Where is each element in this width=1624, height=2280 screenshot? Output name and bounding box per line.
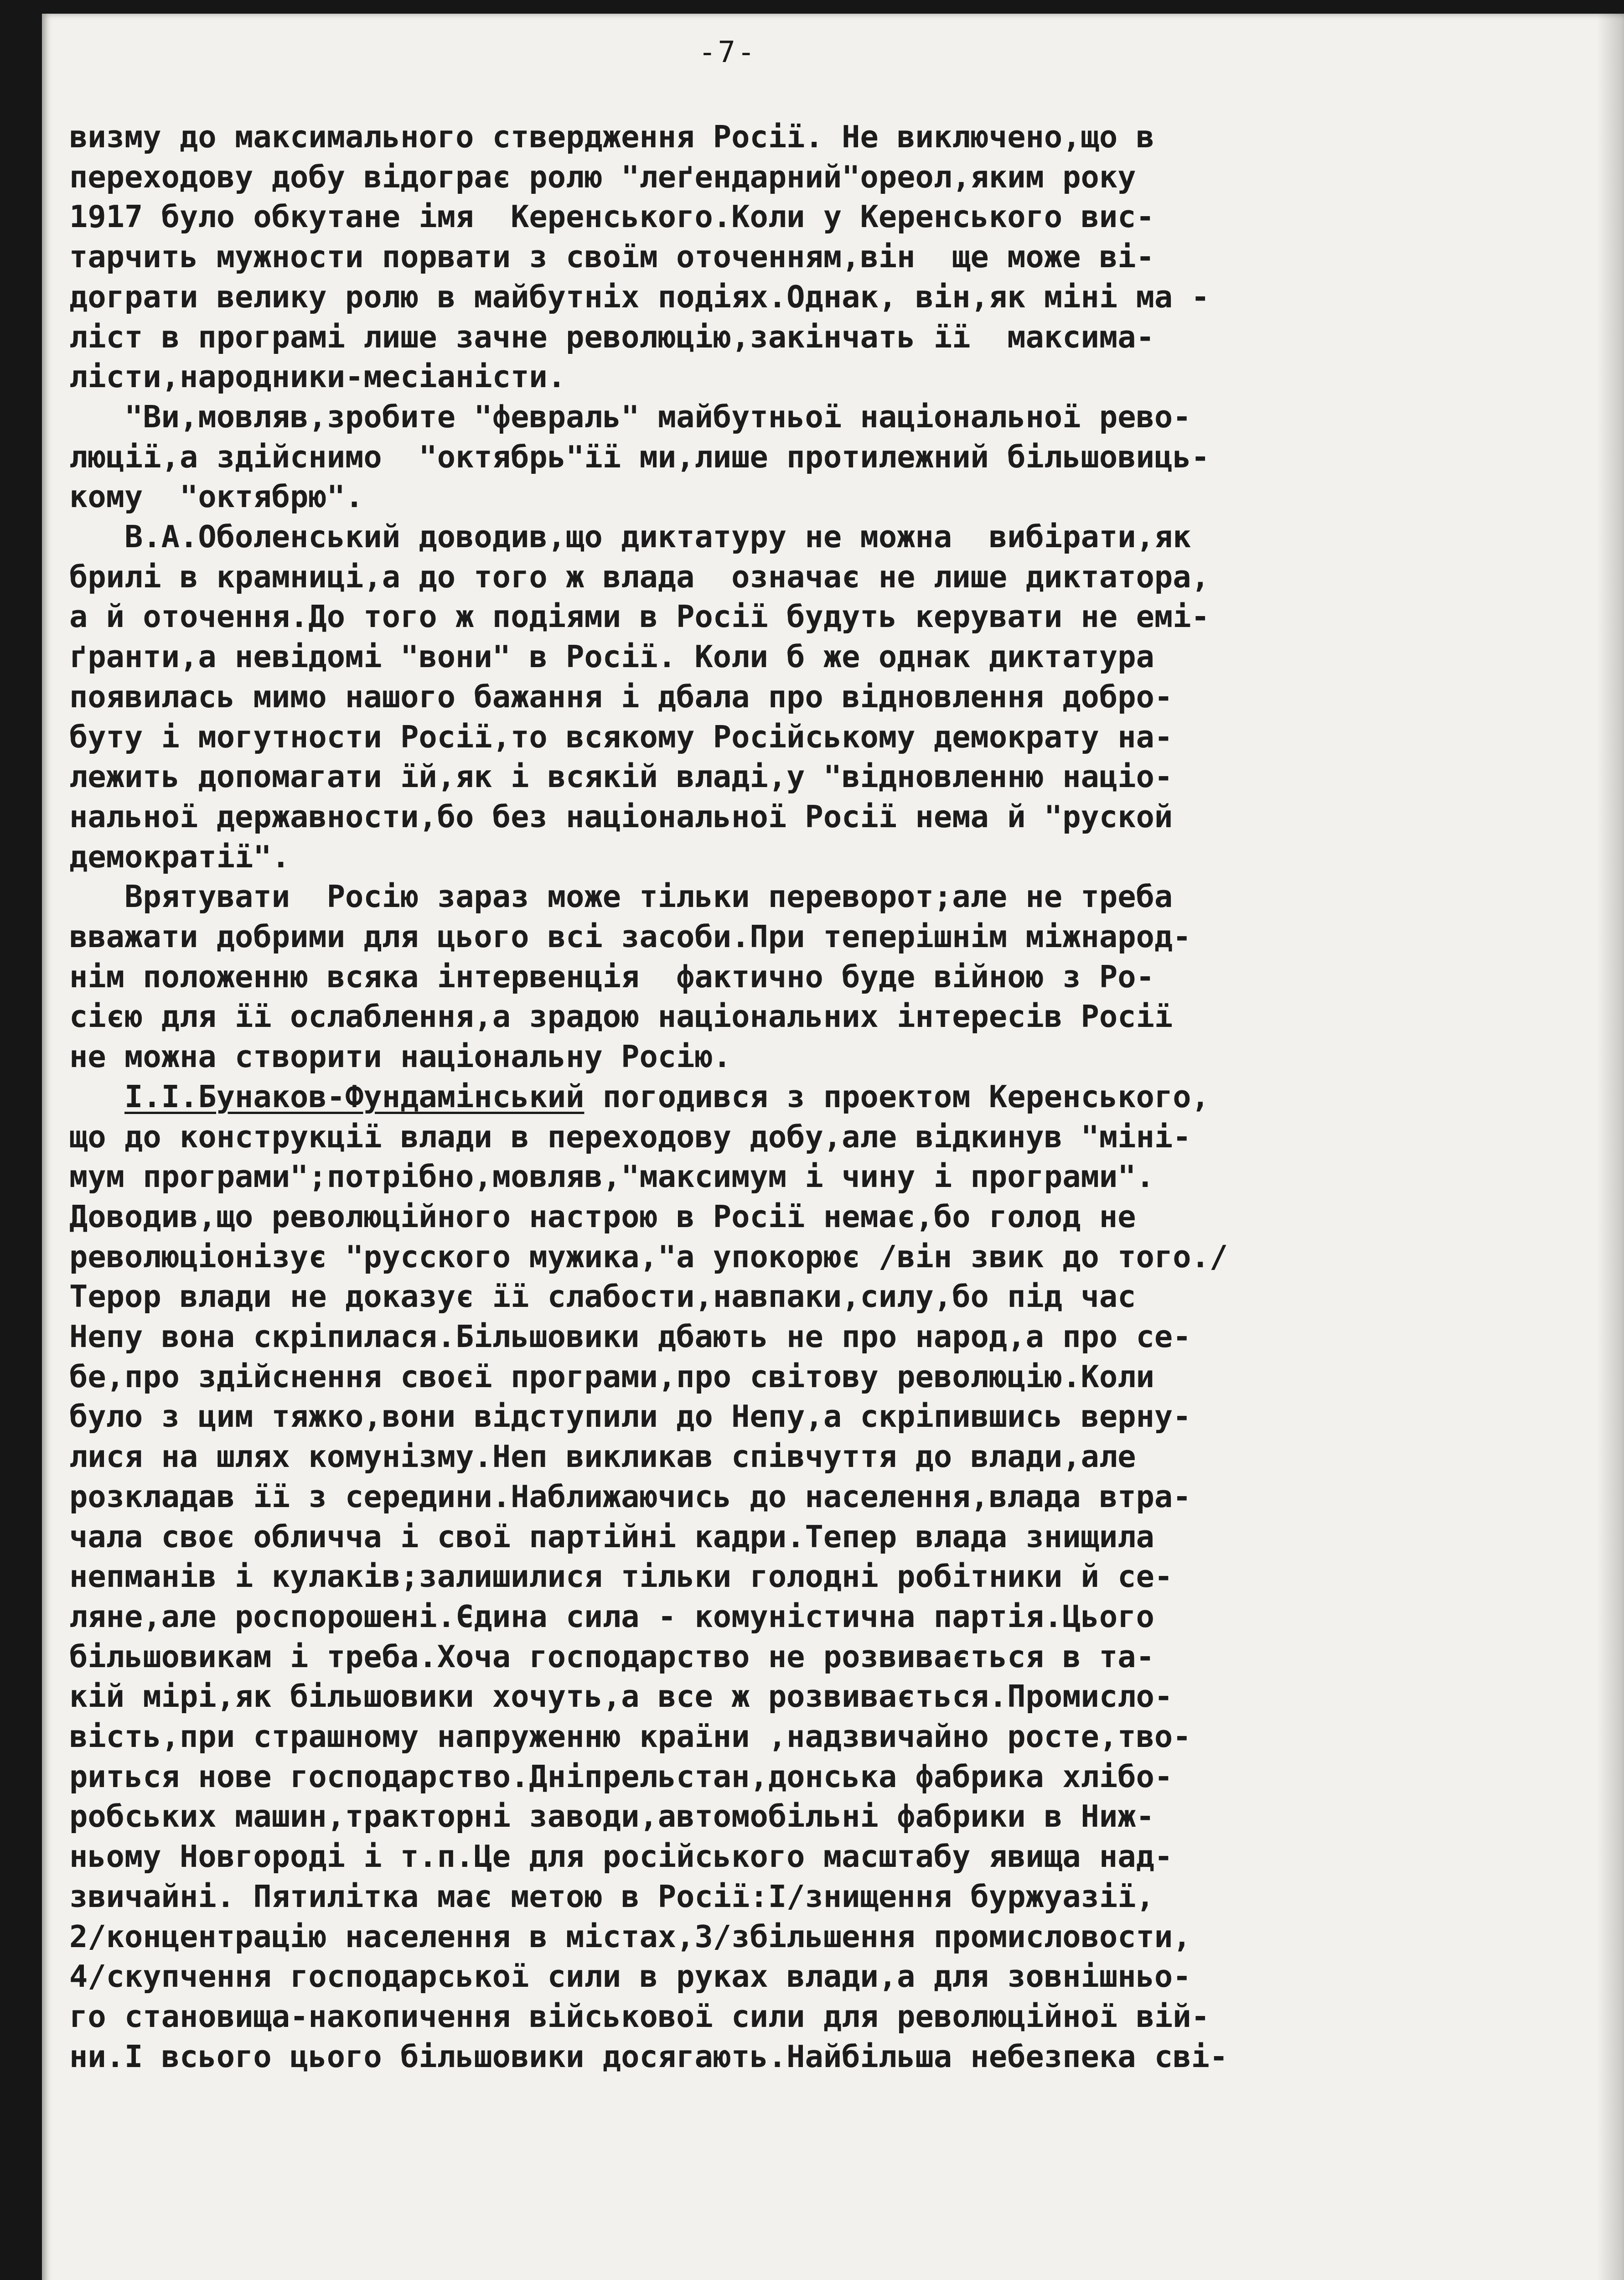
text-line: нім положенню всяка інтервенція фактично буде війною з Ро- — [69, 959, 1154, 995]
page-edge-shadow — [1597, 14, 1624, 2280]
text-line: вість,при страшному напруженню країни ,надзвичайно росте,тво- — [69, 1719, 1191, 1754]
text-line: звичайні. Пятилітка має метою в Росії:І/знищення буржуазії, — [69, 1878, 1154, 1914]
text-line: вважати добрими для цього всі засоби.При теперішнім міжнарод- — [69, 919, 1191, 954]
text-line: 1917 було обкутане імя Керенського.Коли у Керенського вис- — [69, 199, 1154, 235]
underlined-speaker-name: І.І.Бунаков-Фундамінський — [124, 1078, 584, 1114]
text-line: буту і могутности Росії,то всякому Російському демократу на- — [69, 719, 1173, 755]
text-line: ньому Новгороді і т.п.Це для російського масштабу явища над- — [69, 1839, 1173, 1875]
text-line: ліст в програмі лише зачне революцію,закінчать її максима- — [69, 319, 1154, 355]
text-line: дограти велику ролю в майбутніх подіях.Однак, він,як міні ма - — [69, 279, 1210, 315]
text-line: переходову добу відограє ролю "леґендарний"ореол,яким року — [69, 159, 1136, 195]
text-line: кому "октябрю". — [69, 479, 364, 515]
text-line: мум програми";потрібно,мовляв,"максимум і чину і програми". — [69, 1159, 1154, 1195]
text-line: риться нове господарство.Дніпрельстан,донська фабрика хлібо- — [69, 1758, 1173, 1794]
text-line: більшовикам і треба.Хоча господарство не розвивається в та- — [69, 1638, 1154, 1674]
text-line: робських машин,тракторні заводи,автомобільні фабрики в Ниж- — [69, 1798, 1154, 1834]
text-line: 4/скупчення господарської сили в руках влади,а для зовнішньо- — [69, 1959, 1191, 1995]
text-line: брилі в крамниці,а до того ж влада означає не лише диктатора, — [69, 559, 1210, 595]
text-line: тарчить мужности порвати з своїм оточенням,він ще може ві- — [69, 239, 1154, 275]
text-line: нальної державности,бо без національної Росії нема й "руской — [69, 798, 1173, 834]
text-line: появилась мимо нашого бажання і дбала про відновлення добро- — [69, 679, 1173, 715]
text-line: І.І.Бунаков-Фундамінський погодився з проектом Керенського, — [124, 1078, 1210, 1114]
text-line: Доводив,що революційного настрою в Росії немає,бо голод не — [69, 1198, 1136, 1234]
text-line: було з цим тяжко,вони відступили до Непу,а скріпившись верну- — [69, 1399, 1191, 1435]
text-line: що до конструкції влади в переходову добу,але відкинув "міні- — [69, 1119, 1191, 1155]
text-line: Терор влади не доказує її слабости,навпаки,силу,бо під час — [69, 1279, 1136, 1315]
text-line: го становища-накопичення військової сили для революційної вій- — [69, 1998, 1210, 2034]
text-line: визму до максимального ствердження Росії. Не виключено,що в — [69, 119, 1154, 155]
text-line: демократії". — [69, 839, 290, 875]
text-line: ґранти,а невідомі "вони" в Росії. Коли б же однак диктатура — [69, 639, 1154, 675]
text-line: непманів і кулаків;залишилися тільки голодні робітники й се- — [69, 1559, 1173, 1595]
text-line: а й оточення.До того ж подіями в Росії будуть керувати не емі- — [69, 599, 1210, 635]
text-line: В.А.Оболенський доводив,що диктатуру не можна вибірати,як — [69, 519, 1191, 554]
text-line: революціонізує "русского мужика,"а упокорює /він звик до того./ — [69, 1238, 1228, 1275]
text-line: 2/концентрацію населення в містах,3/збільшення промисловости, — [69, 1918, 1191, 1954]
text-line: люції,а здійснимо "октябрь"її ми,лише протилежний більшовиць- — [69, 439, 1210, 475]
text-line: лісти,народники-месіаністи. — [69, 359, 566, 395]
text-line: лися на шлях комунізму.Неп викликав співчуття до влади,але — [69, 1439, 1136, 1475]
text-line: не можна створити національну Росію. — [69, 1039, 732, 1075]
text-line: "Ви,мовляв,зробите "февраль" майбутньої національної рево- — [69, 399, 1191, 435]
text-line: Непу вона скріпилася.Більшовики дбають не про народ,а про се- — [69, 1319, 1191, 1354]
text-line: ляне,але роспорошені.Єдина сила - комуністична партія.Цього — [69, 1598, 1154, 1634]
text-line: бе,про здійснення своєї програми,про світову революцію.Коли — [69, 1358, 1154, 1394]
page-number: -7- — [698, 36, 757, 69]
text-line: розкладав її з середини.Наближаючись до населення,влада втра- — [69, 1478, 1191, 1514]
text-line: сією для її ослаблення,а зрадою національних інтересів Росії — [69, 999, 1173, 1035]
text-line: лежить допомагати їй,як і всякій владі,у "відновленню націо- — [69, 759, 1173, 795]
text-line: кій мірі,як більшовики хочуть,а все ж розвивається.Промисло- — [69, 1679, 1173, 1715]
document-page — [42, 14, 1624, 2280]
text-line: ни.І всього цього більшовики досягають.Найбільша небезпека сві- — [69, 2038, 1228, 2074]
text-line: чала своє обличча і свої партійні кадри.Тепер влада знищила — [69, 1518, 1154, 1555]
text-line: Врятувати Росію зараз може тільки переворот;але не треба — [69, 879, 1173, 915]
